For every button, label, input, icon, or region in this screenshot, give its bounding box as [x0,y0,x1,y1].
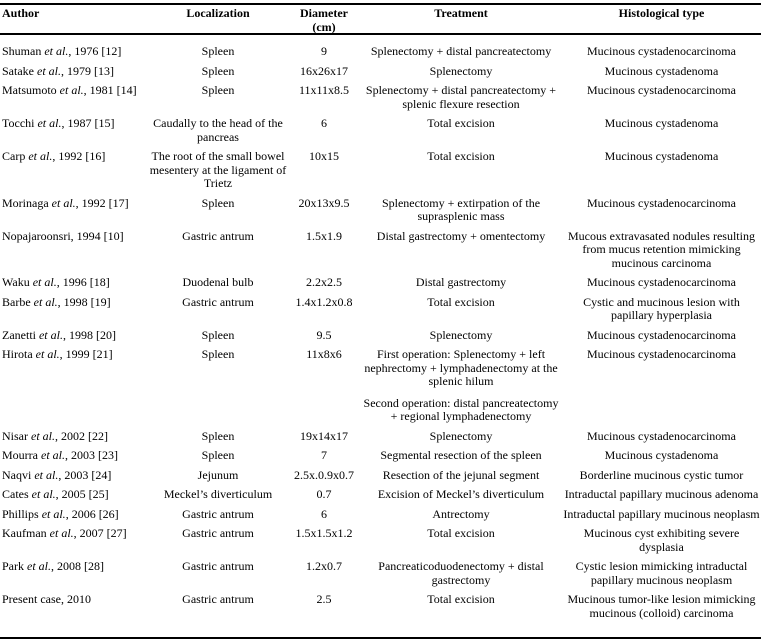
cell-localization: The root of the small bowel mesentery at the ligament of Trietz [149,149,287,190]
cell-localization: Spleen [201,44,235,58]
author-name: Phillips [2,506,42,521]
author-et-al: et al. [31,487,56,501]
author-year-ref: , 1981 [14] [83,83,137,97]
cell-localization: Spleen [201,428,235,443]
table-row [0,446,761,466]
table-row [0,114,761,147]
cell-histological-type: Mucinous cystadenocarcinoma [587,428,736,443]
author-name: Park [2,559,27,573]
header-treatment: Treatment [434,6,488,20]
table-row [0,590,761,623]
cell-histological-type: Mucinous cystadenoma [604,116,719,130]
cell-author [0,114,148,147]
author-name: Mourra [2,448,41,462]
cell-histological-type: Mucinous cystadenocarcinoma [587,347,736,361]
cell-treatment: Splenectomy [429,63,493,78]
author-et-al: et al. [28,149,53,163]
cell-histological-type: Mucinous cystadenocarcinoma [587,83,736,97]
cell-author [0,524,148,557]
cell-localization: Gastric antrum [182,228,254,243]
author-name: Carp [2,149,29,163]
cell-localization: Meckel’s diverticulum [163,487,273,501]
author-year-ref: , 2005 [25] [55,487,109,501]
cell-histological-type: Mucinous cyst exhibiting severe dysplasia [583,526,740,554]
author-name: Naqvi [2,467,35,482]
cell-treatment: Splenectomy [429,327,493,342]
cell-localization: Gastric antrum [182,506,254,521]
cell-localization: Gastric antrum [182,526,254,540]
cell-localization [148,392,288,427]
cell-diameter: 16x26x17 [300,63,348,78]
author-year-ref: , 1999 [21] [59,347,113,361]
cell-localization: Spleen [201,63,235,78]
header-author: Author [2,6,40,20]
cell-author [0,147,148,194]
cell-diameter: 6 [321,116,327,130]
author-year-ref: , 1987 [15] [61,116,115,130]
author-et-al: et al. [35,347,60,361]
cell-author [0,34,148,62]
table-row [0,557,761,590]
author-year-ref: , 2008 [28] [51,559,104,573]
cell-histological-type: Mucinous cystadenoma [604,149,719,163]
cell-histological-type: Mucinous cystadenocarcinoma [587,195,736,210]
table-row [0,485,761,505]
cell-author [0,557,148,590]
cell-histological-type: Mucinous cystadenoma [604,448,719,462]
author-et-al: et al. [27,559,51,573]
cell-treatment: Distal gastrectomy [415,275,507,289]
table-row [0,293,761,326]
cell-treatment: Splenectomy + distal pancreatectomy + splenic flexure resection [365,83,557,111]
cell-localization: Spleen [201,83,235,97]
cell-treatment: Splenectomy [429,428,493,443]
cell-treatment: Total excision [427,149,495,163]
cell-treatment: Splenectomy + distal pancreatectomy [370,44,552,58]
cell-diameter: 11x8x6 [306,347,342,361]
author-et-al: et al. [49,526,74,540]
author-et-al: et al. [33,294,58,309]
table-row [0,505,761,525]
cell-diameter: 19x14x17 [300,428,348,443]
cell-localization: Spleen [201,195,235,210]
cell-author [0,485,148,505]
cell-diameter: 0.7 [316,487,332,501]
table-row [0,345,761,392]
cell-diameter: 2.5x.0.9x0.7 [294,467,354,482]
cell-diameter: 9 [321,44,327,58]
cell-author [0,345,148,392]
author-et-al: et al. [41,448,65,462]
cell-diameter: 1.5x1.9 [306,228,342,243]
table-row [0,62,761,82]
table-body [0,34,761,623]
cell-histological-type [562,392,761,427]
cell-histological-type: Cystic and mucinous lesion with papillary hyperplasia [583,294,740,322]
table-row [0,273,761,293]
cell-localization: Gastric antrum [182,592,254,606]
author-year-ref: , 2006 [26] [65,506,119,521]
author-et-al: et al. [41,506,66,521]
author-name: Nopajaroonsri, 1994 [10] [2,228,124,243]
cell-treatment: Splenectomy + extirpation of the suprasplenic mass [381,195,541,223]
author-year-ref: , 1998 [19] [57,294,111,309]
author-et-al: et al. [38,327,63,342]
header-diameter: Diameter (cm) [300,6,348,34]
author-et-al: et al. [34,467,59,482]
cell-author [0,273,148,293]
cell-diameter: 2.5 [316,592,332,606]
author-name: Waku [2,275,33,289]
author-et-al: et al. [37,116,62,130]
author-et-al: et al. [44,44,69,58]
cell-diameter: 10x15 [309,149,339,163]
literature-table [0,4,761,623]
cell-treatment: Antrectomy [432,506,490,521]
cell-diameter: 1.5x1.5x1.2 [295,526,353,540]
cell-localization: Gastric antrum [182,559,254,573]
cell-localization: Caudally to the head of the pancreas [153,116,283,144]
author-year-ref: , 1979 [13] [61,63,114,78]
cell-treatment: Total excision [427,592,495,606]
cell-diameter: 11x11x8.5 [298,83,350,97]
bottom-rule [0,637,761,639]
cell-localization: Jejunum [197,467,239,482]
table-row [0,227,761,274]
cell-histological-type: Mucous extravasated nodules resulting from mucus retention mimicking mucinous carcinoma [568,228,755,270]
cell-localization: Duodenal bulb [182,275,254,289]
table-row [0,81,761,114]
cell-author [0,293,148,326]
author-year-ref: , 2002 [22] [55,428,108,443]
table-header [0,4,761,34]
cell-author [0,227,148,274]
cell-author [0,590,148,623]
table-row [0,524,761,557]
author-year-ref: , 1998 [20] [62,327,116,342]
cell-histological-type: Intraductal papillary mucinous neoplasm [563,506,760,521]
cell-treatment: Total excision [427,294,495,309]
cell-histological-type: Mucinous tumor-like lesion mimicking mucinous (colloid) carcinoma [567,592,756,620]
cell-author [0,466,148,486]
author-name: Shuman [2,44,45,58]
cell-diameter: 7 [321,448,327,462]
table-row [0,34,761,62]
table-row [0,392,761,427]
table-row [0,466,761,486]
author-name: Barbe [2,294,34,309]
header-histological-type: Histological type [618,6,705,20]
cell-treatment: Second operation: distal pancreatectomy + regional lymphadenectomy [363,395,559,423]
cell-diameter: 20x13x9.5 [298,195,350,210]
cell-author [0,62,148,82]
header-localization: Localization [186,6,250,20]
author-year-ref: , 2003 [23] [65,448,118,462]
cell-histological-type: Mucinous cystadenocarcinoma [587,275,736,289]
cell-diameter [288,392,360,427]
table-row [0,427,761,447]
author-name: Kaufman [2,526,50,540]
author-name: Tocchi [2,116,38,130]
author-et-al: et al. [37,63,61,78]
cell-author [0,81,148,114]
author-et-al: et al. [32,275,57,289]
cell-localization: Spleen [201,327,235,342]
table-row [0,147,761,194]
cell-author [0,392,148,427]
author-year-ref: , 2003 [24] [58,467,112,482]
cell-localization: Spleen [201,448,235,462]
author-et-al: et al. [59,83,84,97]
table-row [0,326,761,346]
author-name: Morinaga [2,195,52,210]
author-et-al: et al. [31,428,55,443]
cell-localization: Spleen [201,347,235,361]
cell-diameter: 6 [321,506,327,521]
cell-treatment: Distal gastrectomy + omentectomy [376,228,546,243]
cell-treatment: Total excision [427,526,495,540]
cell-author [0,326,148,346]
author-year-ref: , 1992 [17] [75,195,129,210]
cell-histological-type: Mucinous cystadenocarcinoma [587,327,736,342]
cell-histological-type: Borderline mucinous cystic tumor [579,467,744,482]
author-name: Hirota [2,347,36,361]
cell-treatment: Segmental resection of the spleen [380,448,542,462]
author-year-ref: , 1996 [18] [56,275,110,289]
table-row [0,194,761,227]
author-year-ref: , 2007 [27] [73,526,127,540]
author-name: Nisar [2,428,31,443]
cell-localization: Gastric antrum [182,294,254,309]
cell-treatment: First operation: Splenectomy + left nephrectomy + lymphadenectomy at the splenic hilum [364,347,558,388]
cell-author [0,446,148,466]
cell-diameter: 1.4x1.2x0.8 [295,294,353,309]
author-year-ref: , 1992 [16] [52,149,106,163]
author-et-al: et al. [51,195,76,210]
cell-histological-type: Mucinous cystadenoma [604,63,719,78]
author-name: Matsumoto [2,83,60,97]
cell-diameter: 2.2x2.5 [306,275,342,289]
cell-author [0,427,148,447]
cell-histological-type: Intraductal papillary mucinous adenoma [564,487,759,501]
author-name: Satake [2,63,37,78]
cell-treatment: Resection of the jejunal segment [382,467,540,482]
cell-treatment: Pancreaticoduodenectomy + distal gastrectomy [378,559,544,587]
author-name: Cates [2,487,32,501]
cell-histological-type: Mucinous cystadenocarcinoma [587,44,736,58]
author-year-ref: , 1976 [12] [68,44,122,58]
cell-histological-type: Cystic lesion mimicking intraductal papillary mucinous neoplasm [575,559,748,587]
cell-treatment: Excision of Meckel’s diverticulum [377,487,545,501]
cell-author [0,505,148,525]
author-name: Present case, 2010 [2,592,91,606]
cell-diameter: 1.2x0.7 [306,559,342,573]
cell-diameter: 9.5 [316,327,332,342]
cell-treatment: Total excision [427,116,495,130]
cell-author [0,194,148,227]
author-name: Zanetti [2,327,39,342]
